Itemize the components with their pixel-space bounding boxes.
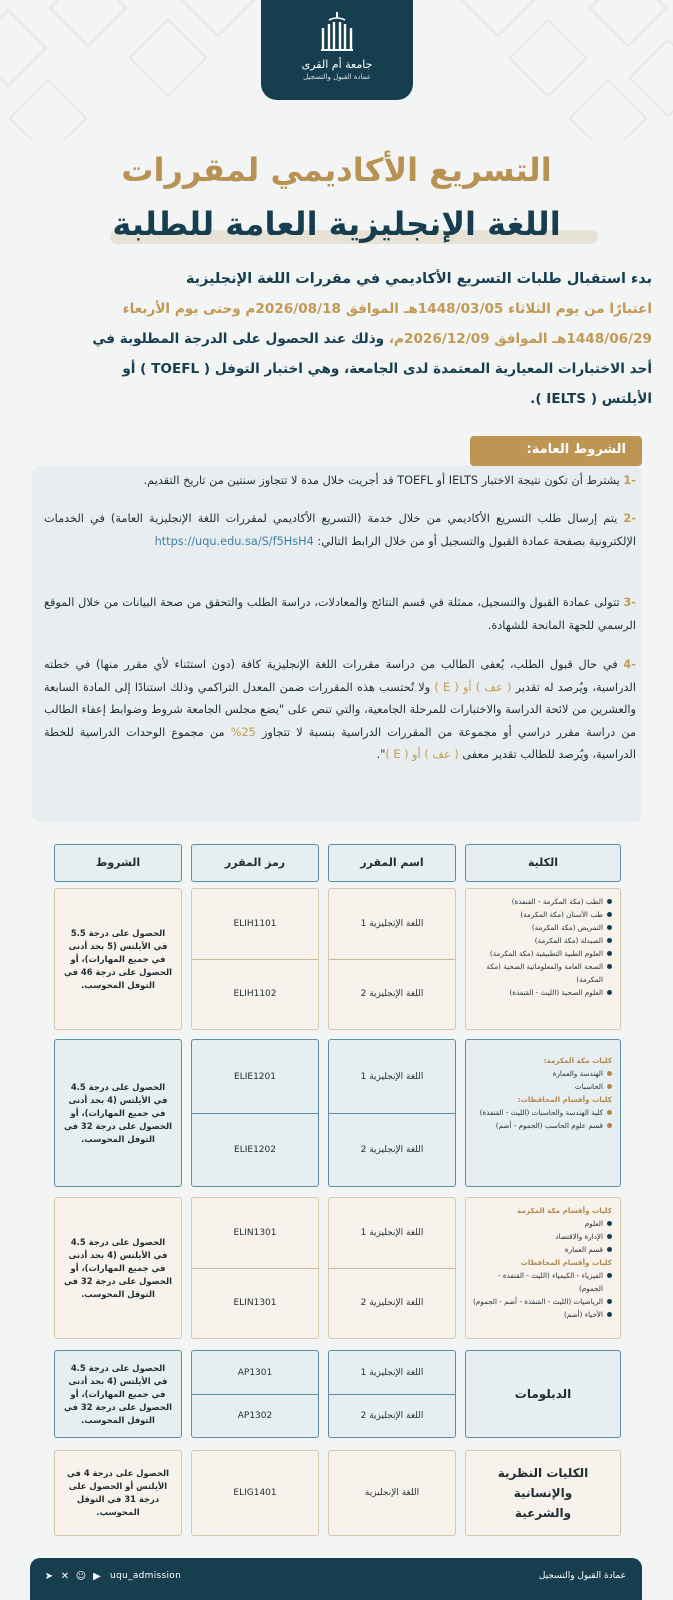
- course-code: ELIE1202: [234, 1144, 276, 1155]
- college-item: العلوم الطبية التطبيقية (مكة المكرمة): [472, 947, 612, 960]
- course-code-cell: [191, 1197, 319, 1339]
- header-conditions: الشروط: [54, 844, 182, 882]
- course-name: اللغة الإنجليزية 2: [360, 1298, 424, 1308]
- course-code: ELIN1301: [233, 1228, 277, 1238]
- condition-cell: الحصول على درجة 4.5 في الأيلتس (4 بحد أدنى في جميع المهارات)، أو الحصول على درجة 32 في التوفل المحوسب.: [54, 1039, 182, 1187]
- college-item: الأحياء (أضم): [472, 1308, 612, 1321]
- college-cell-humanities: الكليات النظرية والإنسانية والشرعية: [465, 1450, 621, 1536]
- conditions-heading: الشروط العامة:: [470, 436, 642, 466]
- intro-line5: الأيلتس ( IELTS ).: [530, 391, 652, 407]
- course-code-cell: [191, 1039, 319, 1187]
- course-name: اللغة الإنجليزية 1: [360, 919, 424, 929]
- course-name: اللغة الإنجليزية 1: [360, 1228, 424, 1238]
- university-name: جامعة أم القرى: [301, 58, 373, 71]
- college-item: الحاسبات: [472, 1080, 612, 1093]
- course-name: اللغة الإنجليزية 2: [360, 989, 424, 999]
- course-name-cell: [328, 1350, 456, 1438]
- course-code: ELIH1101: [233, 919, 277, 929]
- college-item: التمريض (مكة المكرمة): [472, 921, 612, 934]
- college-cell-diplomas: الدبلومات: [465, 1350, 621, 1438]
- course-code: AP1301: [237, 1367, 273, 1378]
- college-item: الصحة العامة والمعلوماتية الصحية (مكة المكرمة): [472, 960, 612, 986]
- condition-text: تتولى عمادة القبول والتسجيل، ممثلة في قسم النتائج والمعادلات، دراسة الطلب والتحقق من صحة البيانات من خلال الموقع الرسمي للجهة المانحة للشهادة.: [44, 596, 636, 632]
- deanship-name: عمادة القبول والتسجيل: [303, 73, 371, 81]
- course-name-cell: [328, 888, 456, 1030]
- snapchat-icon[interactable]: ☺: [75, 1571, 87, 1582]
- course-name: اللغة الإنجليزية 2: [360, 1144, 424, 1155]
- condition-text: يشترط أن تكون نتيجة الاختبار IELTS أو TOEFL قد أجريت خلال مدة لا تتجاوز سنتين من تاريخ التقديم.: [143, 474, 620, 487]
- college-item: قسم علوم الحاسب (الجموم - أضم): [472, 1119, 612, 1132]
- service-link[interactable]: https://uqu.edu.sa/S/f5HsH4: [154, 534, 314, 548]
- course-name-cell: اللغة الإنجليزية: [328, 1450, 456, 1536]
- college-cell-engineering: [465, 1039, 621, 1187]
- college-item: الرياضيات (الليث - القنفذة - أضم - الجموم): [472, 1295, 612, 1308]
- college-heading: كليات مكة المكرمة:: [543, 1056, 612, 1065]
- course-code: ELIH1102: [233, 989, 277, 999]
- university-emblem-icon: [317, 10, 357, 52]
- intro-line3: وذلك عند الحصول على الدرجة المطلوبة في: [92, 331, 385, 347]
- college-heading: كليات وأقسام المحافظات:: [517, 1095, 612, 1104]
- condition-text: من مجموع الوحدات الدراسية للخطة الدراسية، ويُرصد للطالب تقدير معفى: [44, 725, 636, 761]
- page-title-line1: التسريع الأكاديمي لمقررات: [121, 151, 552, 189]
- college-item: العلوم الصحية (الليث - القنفذة): [472, 986, 612, 999]
- condition-cell: الحصول على درجة 4.5 في الأيلتس (4 بحد أدنى في جميع المهارات)، أو الحصول على درجة 32 في التوفل المحوسب.: [54, 1197, 182, 1339]
- condition-text: يتم إرسال طلب التسريع الأكاديمي من خلال خدمة (التسريع الأكاديمي لمقررات اللغة الإنجليزية العامة) في الخدمات الإلكترونية بصفحة عمادة القبول والتسجيل أو من خلال الرابط التالي:: [44, 512, 636, 548]
- page-title-line2: اللغة الإنجليزية العامة للطلبة: [112, 205, 561, 243]
- condition-number: -2: [623, 512, 636, 525]
- course-name: اللغة الإنجليزية 1: [360, 1367, 424, 1378]
- condition-number: -4: [623, 658, 636, 671]
- social-handle[interactable]: uqu_admission: [110, 1571, 182, 1581]
- college-item: كلية الهندسة والحاسبات (الليث - القنفذة): [472, 1106, 612, 1119]
- footer-deanship: عمادة القبول والتسجيل: [538, 1571, 626, 1581]
- college-item: الهندسة والعمارة: [472, 1067, 612, 1080]
- college-item: الفيزياء - الكيمياء (الليث - القنفذة - الجموم): [472, 1269, 612, 1295]
- intro-dates-end: 1448/06/29هـ الموافق 2026/12/09م،: [388, 331, 652, 347]
- college-item: الطب (مكة المكرمة - القنفذة): [472, 895, 612, 908]
- college-heading: كليات وأقسام المحافظات: [520, 1258, 612, 1267]
- intro-line4: أحد الاختبارات المعيارية المعتمدة لدى الجامعة، وهي اختبار التوفل ( TOEFL ) أو: [122, 361, 652, 377]
- x-icon[interactable]: ✕: [60, 1571, 70, 1582]
- college-cell-science: [465, 1197, 621, 1339]
- youtube-icon[interactable]: ▶: [93, 1571, 101, 1582]
- condition-item-3: [44, 592, 636, 637]
- condition-text: في حال قبول الطلب، يُعفى الطالب من دراسة مقررات اللغة الإنجليزية كافة (دون استثناء لأي مقرر منها) في خطته الدراسية، ويُرصد له تقدير: [44, 658, 637, 694]
- college-item: العلوم: [472, 1217, 612, 1230]
- condition-cell: الحصول على درجة 4.5 في الأيلتس (4 بحد أدنى في جميع المهارات)، أو الحصول على درجة 32 في التوفل المحوسب.: [54, 1350, 182, 1438]
- course-code: ELIE1201: [234, 1071, 276, 1082]
- college-cell-medical: [465, 888, 621, 1030]
- condition-item-1: [44, 470, 636, 493]
- course-name-cell: [328, 1039, 456, 1187]
- course-code-cell: ELIG1401: [191, 1450, 319, 1536]
- condition-number: -1: [623, 474, 636, 487]
- course-name: اللغة الإنجليزية 2: [360, 1410, 424, 1421]
- course-code-cell: [191, 888, 319, 1030]
- telegram-icon[interactable]: ➤: [44, 1571, 54, 1582]
- course-name: اللغة الإنجليزية 1: [360, 1071, 424, 1082]
- college-item: طب الأسنان (مكة المكرمة): [472, 908, 612, 921]
- grade-label: ( عف ) أو ( E ): [434, 680, 512, 694]
- intro-line2: اعتبارًا من يوم الثلاثاء 1448/03/05هـ الموافق 2026/08/18م وحتى يوم الأربعاء: [122, 301, 652, 317]
- college-heading: كليات وأقسام مكة المكرمة: [517, 1206, 612, 1215]
- course-code: ELIN1301: [233, 1298, 277, 1308]
- course-code-cell: [191, 1350, 319, 1438]
- condition-cell: الحصول على درجة 4 في الأيلتس أو الحصول على درجة 31 في التوفل المحوسب.: [54, 1450, 182, 1536]
- header-college: الكلية: [465, 844, 621, 882]
- university-logo: [261, 0, 413, 100]
- condition-number: -3: [623, 596, 636, 609]
- condition-text: ".: [376, 748, 386, 761]
- course-code: AP1302: [237, 1410, 273, 1421]
- header-course-name: اسم المقرر: [328, 844, 456, 882]
- intro-paragraph: [20, 264, 652, 414]
- condition-item-2: [44, 508, 636, 553]
- college-item: الإدارة والاقتصاد: [472, 1230, 612, 1243]
- condition-item-4: [44, 654, 636, 767]
- intro-line1: بدء استقبال طلبات التسريع الأكاديمي في مقررات اللغة الإنجليزية: [185, 271, 652, 287]
- grade-label: ( عف ) أو ( E ): [385, 748, 459, 761]
- college-item: قسم العمارة: [472, 1243, 612, 1256]
- percentage-label: 25%: [230, 725, 256, 739]
- social-icons: [42, 1570, 106, 1584]
- header-course-code: رمز المقرر: [191, 844, 319, 882]
- footer-bar: [30, 1558, 642, 1600]
- condition-text: ولا تُحتسب هذه المقررات ضمن المعدل التراكمي وذلك استنادًا إلى المادة السابعة والعشرين من لائحة الدراسة والاختبارات للمرحلة الجامعية، والتي تنص على "يضع مجلس الجامعة شروط وضوابط إعفاء الطالب من دراسة مقرر دراسي أو مجموعة من المقررات الدراسية بنسبة لا تتجاوز: [44, 680, 637, 739]
- course-name-cell: [328, 1197, 456, 1339]
- college-item: الصيدلة (مكة المكرمة): [472, 934, 612, 947]
- condition-cell: الحصول على درجة 5.5 في الأيلتس (5 بحد أدنى في جميع المهارات)، أو الحصول على درجة 46 في التوفل المحوسب.: [54, 888, 182, 1030]
